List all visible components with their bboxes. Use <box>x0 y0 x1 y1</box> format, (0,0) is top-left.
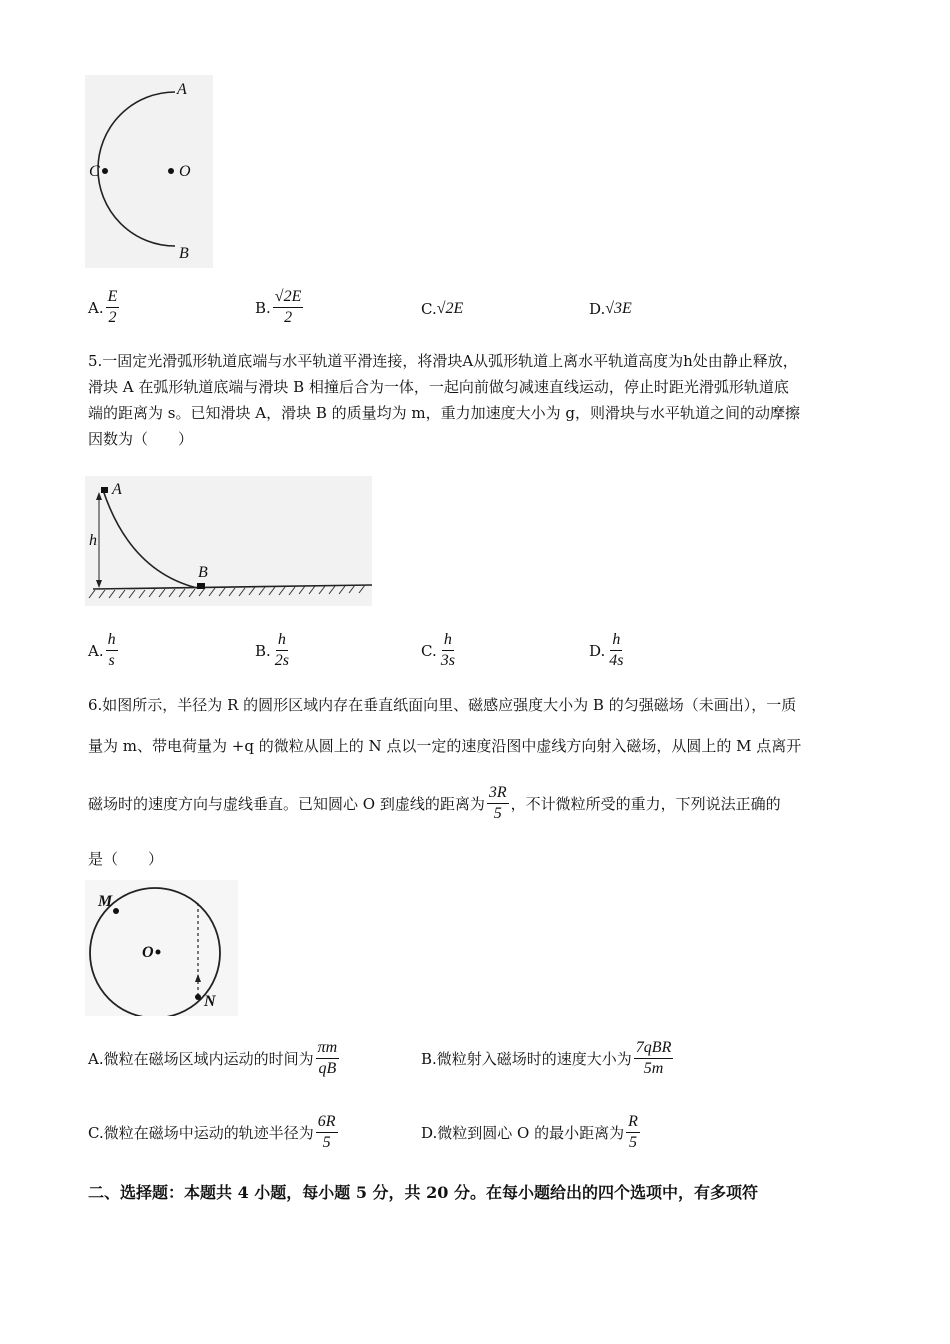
q6-option-c: C.微粒在磁场中运动的轨迹半径为 $\frac{6R}{5}$ <box>88 1113 336 1151</box>
q5-option-a: A. $\frac{h}{s}$ <box>88 631 116 669</box>
point-c-label: C <box>89 163 100 180</box>
q4-option-c: C. √2E <box>421 300 464 318</box>
block-a-label: A <box>112 481 122 498</box>
point-n-label: N <box>204 993 216 1010</box>
q6-line-4: 是（ ） <box>88 850 164 868</box>
q6-line-2: 量为 m、带电荷量为 +q 的微粒从圆上的 N 点以一定的速度沿图中虚线方向射入磁场，从圆上的 M 点离开 <box>88 737 802 755</box>
q6-option-b: B.微粒射入磁场时的速度大小为 $\frac{\text{7qBR}}{5m}$ <box>421 1039 672 1077</box>
figure-circle-field <box>85 880 238 1016</box>
slope-track-diagram <box>85 476 372 606</box>
q5-option-b: B. $\frac{h}{2s}$ <box>255 631 290 669</box>
q6-line-1: 6.如图所示，半径为 R 的圆形区域内存在垂直纸面向里、磁感应强度大小为 B 的匀强磁场（未画出），一质 <box>88 696 797 714</box>
q6-option-a: A.微粒在磁场区域内运动的时间为 $\frac{\pi m}{qB}$ <box>88 1039 338 1077</box>
figure-slope-track <box>85 476 372 606</box>
q4-option-d: D. √3E <box>589 300 632 318</box>
section-2-heading: 二、选择题：本题共 4 小题，每小题 5 分，共 20 分。在每小题给出的四个选项中，有多项符 <box>88 1183 758 1202</box>
height-label: h <box>89 532 97 549</box>
q5-line-2: 滑块 A 在弧形轨道底端与滑块 B 相撞后合为一体，一起向前做匀减速直线运动，停止时距光滑弧形轨道底 <box>88 378 789 396</box>
question-5 <box>88 348 868 452</box>
semicircle-diagram <box>85 75 213 268</box>
q5-line-4: 因数为（ ） <box>88 430 194 448</box>
q6-line-3: 磁场时的速度方向与虚线垂直。已知圆心 O 到虚线的距离为 $\frac{3R}{5}$ ，不计微粒所受的重力，下列说法正确的 <box>88 784 781 822</box>
q5-line-1: 5.一固定光滑弧形轨道底端与水平轨道平滑连接，将滑块A从弧形轨道上离水平轨道高度为h处由静止释放， <box>88 352 798 370</box>
figure-semicircle <box>85 75 213 268</box>
center-o-label: O <box>142 944 154 961</box>
point-b-label: B <box>179 245 189 262</box>
q5-line-3: 端的距离为 s。已知滑块 A，滑块 B 的质量均为 m，重力加速度大小为 g，则滑块与水平轨道之间的动摩擦 <box>88 404 800 422</box>
q4-option-a: A. $\frac{E}{2}$ <box>88 288 118 326</box>
q5-option-d: D. $\frac{h}{4s}$ <box>589 631 624 669</box>
point-m-label: M <box>98 893 113 910</box>
q4-option-b: B. $\frac{√2E}{2}$ <box>255 288 302 326</box>
block-b-label: B <box>198 564 208 581</box>
point-a-label: A <box>177 81 187 98</box>
point-o-label: O <box>179 163 191 180</box>
q6-option-d: D.微粒到圆心 O 的最小距离为 $\frac{R}{5}$ <box>421 1113 638 1151</box>
q5-option-c: C. $\frac{h}{3s}$ <box>421 631 455 669</box>
